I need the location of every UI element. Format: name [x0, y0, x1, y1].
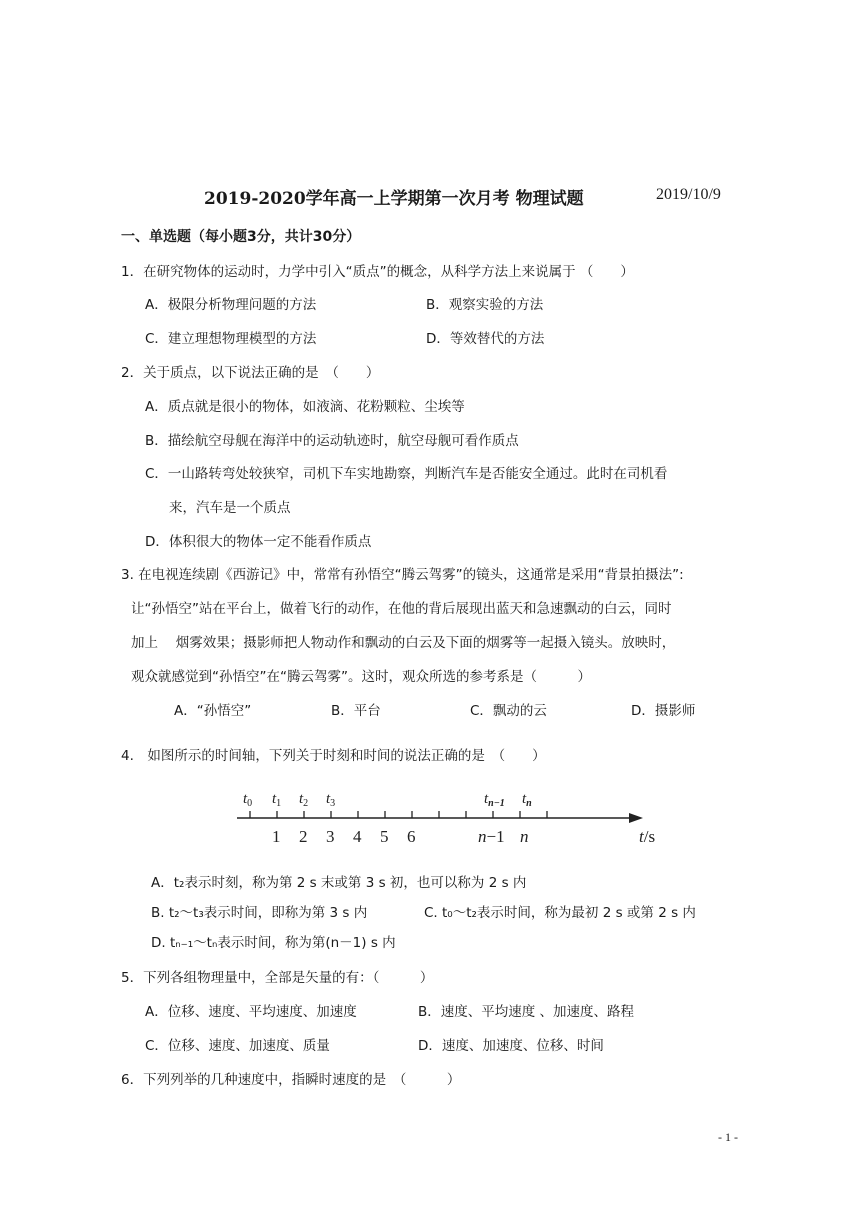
q2-stem: 2．关于质点，以下说法正确的是 （ ） — [121, 365, 380, 381]
timeline-ticks — [250, 811, 547, 818]
timeline-num-4: 4 — [353, 827, 362, 846]
q3-line-1: 3. 在电视连续剧《西游记》中，常常有孙悟空“腾云驾雾”的镜头，这通常是采用“背景拍摄法”: — [121, 567, 684, 583]
q5-option-a: A．位移、速度、平均速度、加速度 — [145, 1004, 357, 1020]
q4-stem: 4. 如图所示的时间轴，下列关于时刻和时间的说法正确的是 （ ） — [121, 748, 546, 764]
section-heading: 一、单选题（每小题3分，共计30分） — [121, 229, 361, 245]
q3-line-2: 让“孙悟空”站在平台上，做着飞行的动作，在他的背后展现出蓝天和急速飘动的白云，同时 — [131, 601, 672, 617]
q2-option-c-line2: 来，汽车是一个质点 — [169, 500, 291, 516]
timeline-num-n-1: n−1 — [478, 827, 505, 846]
q3-line-4: 观众就感觉到“孙悟空”在“腾云驾雾”。这时，观众所选的参考系是（ ） — [131, 669, 591, 685]
exam-date: 2019/10/9 — [656, 186, 721, 203]
timeline-axis-label: t/s — [639, 827, 656, 846]
q4-option-d: D. tₙ₋₁～tₙ表示时间，称为第(n－1) s 内 — [151, 935, 396, 951]
timeline-label-tn-1: $t_{n-1}$ — [484, 791, 505, 809]
timeline-num-1: 1 — [272, 827, 281, 846]
timeline-label-t1: $t_1$ — [272, 791, 282, 809]
q4-option-c: C. t₀～t₂表示时间，称为最初 2 s 或第 2 s 内 — [424, 905, 696, 921]
q1-option-c: C．建立理想物理模型的方法 — [145, 331, 317, 347]
timeline-num-3: 3 — [326, 827, 335, 846]
timeline-label-t0: $t_0$ — [243, 791, 253, 809]
q5-option-b: B．速度、平均速度 、加速度、路程 — [418, 1004, 635, 1020]
timeline-label-tn: $t_n$ — [522, 791, 532, 809]
timeline-num-2: 2 — [299, 827, 308, 846]
q3-option-a: A．“孙悟空” — [174, 703, 252, 719]
q1-stem: 1．在研究物体的运动时，力学中引入“质点”的概念，从科学方法上来说属于 （ ） — [121, 264, 634, 280]
q4-option-b: B. t₂～t₃表示时间，即称为第 3 s 内 — [151, 905, 368, 921]
q6-stem: 6．下列列举的几种速度中，指瞬时速度的是 （ ） — [121, 1072, 461, 1088]
timeline-num-6: 6 — [407, 827, 416, 846]
q2-option-a: A．质点就是很小的物体，如液滴、花粉颗粒、尘埃等 — [145, 399, 465, 415]
timeline-label-t2: $t_2$ — [299, 791, 309, 809]
page-number: - 1 - — [718, 1130, 738, 1144]
q5-option-d: D．速度、加速度、位移、时间 — [418, 1038, 604, 1054]
q1-option-a: A．极限分析物理问题的方法 — [145, 297, 317, 313]
timeline-arrowhead — [629, 813, 643, 823]
q3-option-d: D．摄影师 — [631, 703, 696, 719]
page-title: 2019-2020学年高一上学期第一次月考 物理试题 — [204, 189, 584, 209]
q3-option-c: C．飘动的云 — [470, 703, 547, 719]
q3-option-b: B．平台 — [331, 703, 381, 719]
timeline-label-t3: $t_3$ — [326, 791, 336, 809]
timeline-num-5: 5 — [380, 827, 389, 846]
q1-option-d: D．等效替代的方法 — [426, 331, 545, 347]
q1-option-b: B．观察实验的方法 — [426, 297, 544, 313]
timeline-figure — [225, 780, 675, 870]
q2-option-c-line1: C．一山路转弯处较狭窄，司机下车实地勘察，判断汽车是否能安全通过。此时在司机看 — [145, 466, 668, 482]
q5-option-c: C．位移、速度、加速度、质量 — [145, 1038, 330, 1054]
q5-stem: 5．下列各组物理量中，全部是矢量的有：（ ） — [121, 970, 434, 986]
q3-line-3: 加上 烟雾效果；摄影师把人物动作和飘动的白云及下面的烟雾等一起摄入镜头。放映时， — [131, 635, 676, 651]
timeline-num-n: n — [520, 827, 529, 846]
q2-option-b: B．描绘航空母舰在海洋中的运动轨迹时，航空母舰可看作质点 — [145, 433, 519, 449]
q4-option-a: A．t₂表示时刻，称为第 2 s 末或第 3 s 初，也可以称为 2 s 内 — [151, 875, 527, 891]
q2-option-d: D．体积很大的物体一定不能看作质点 — [145, 534, 372, 550]
